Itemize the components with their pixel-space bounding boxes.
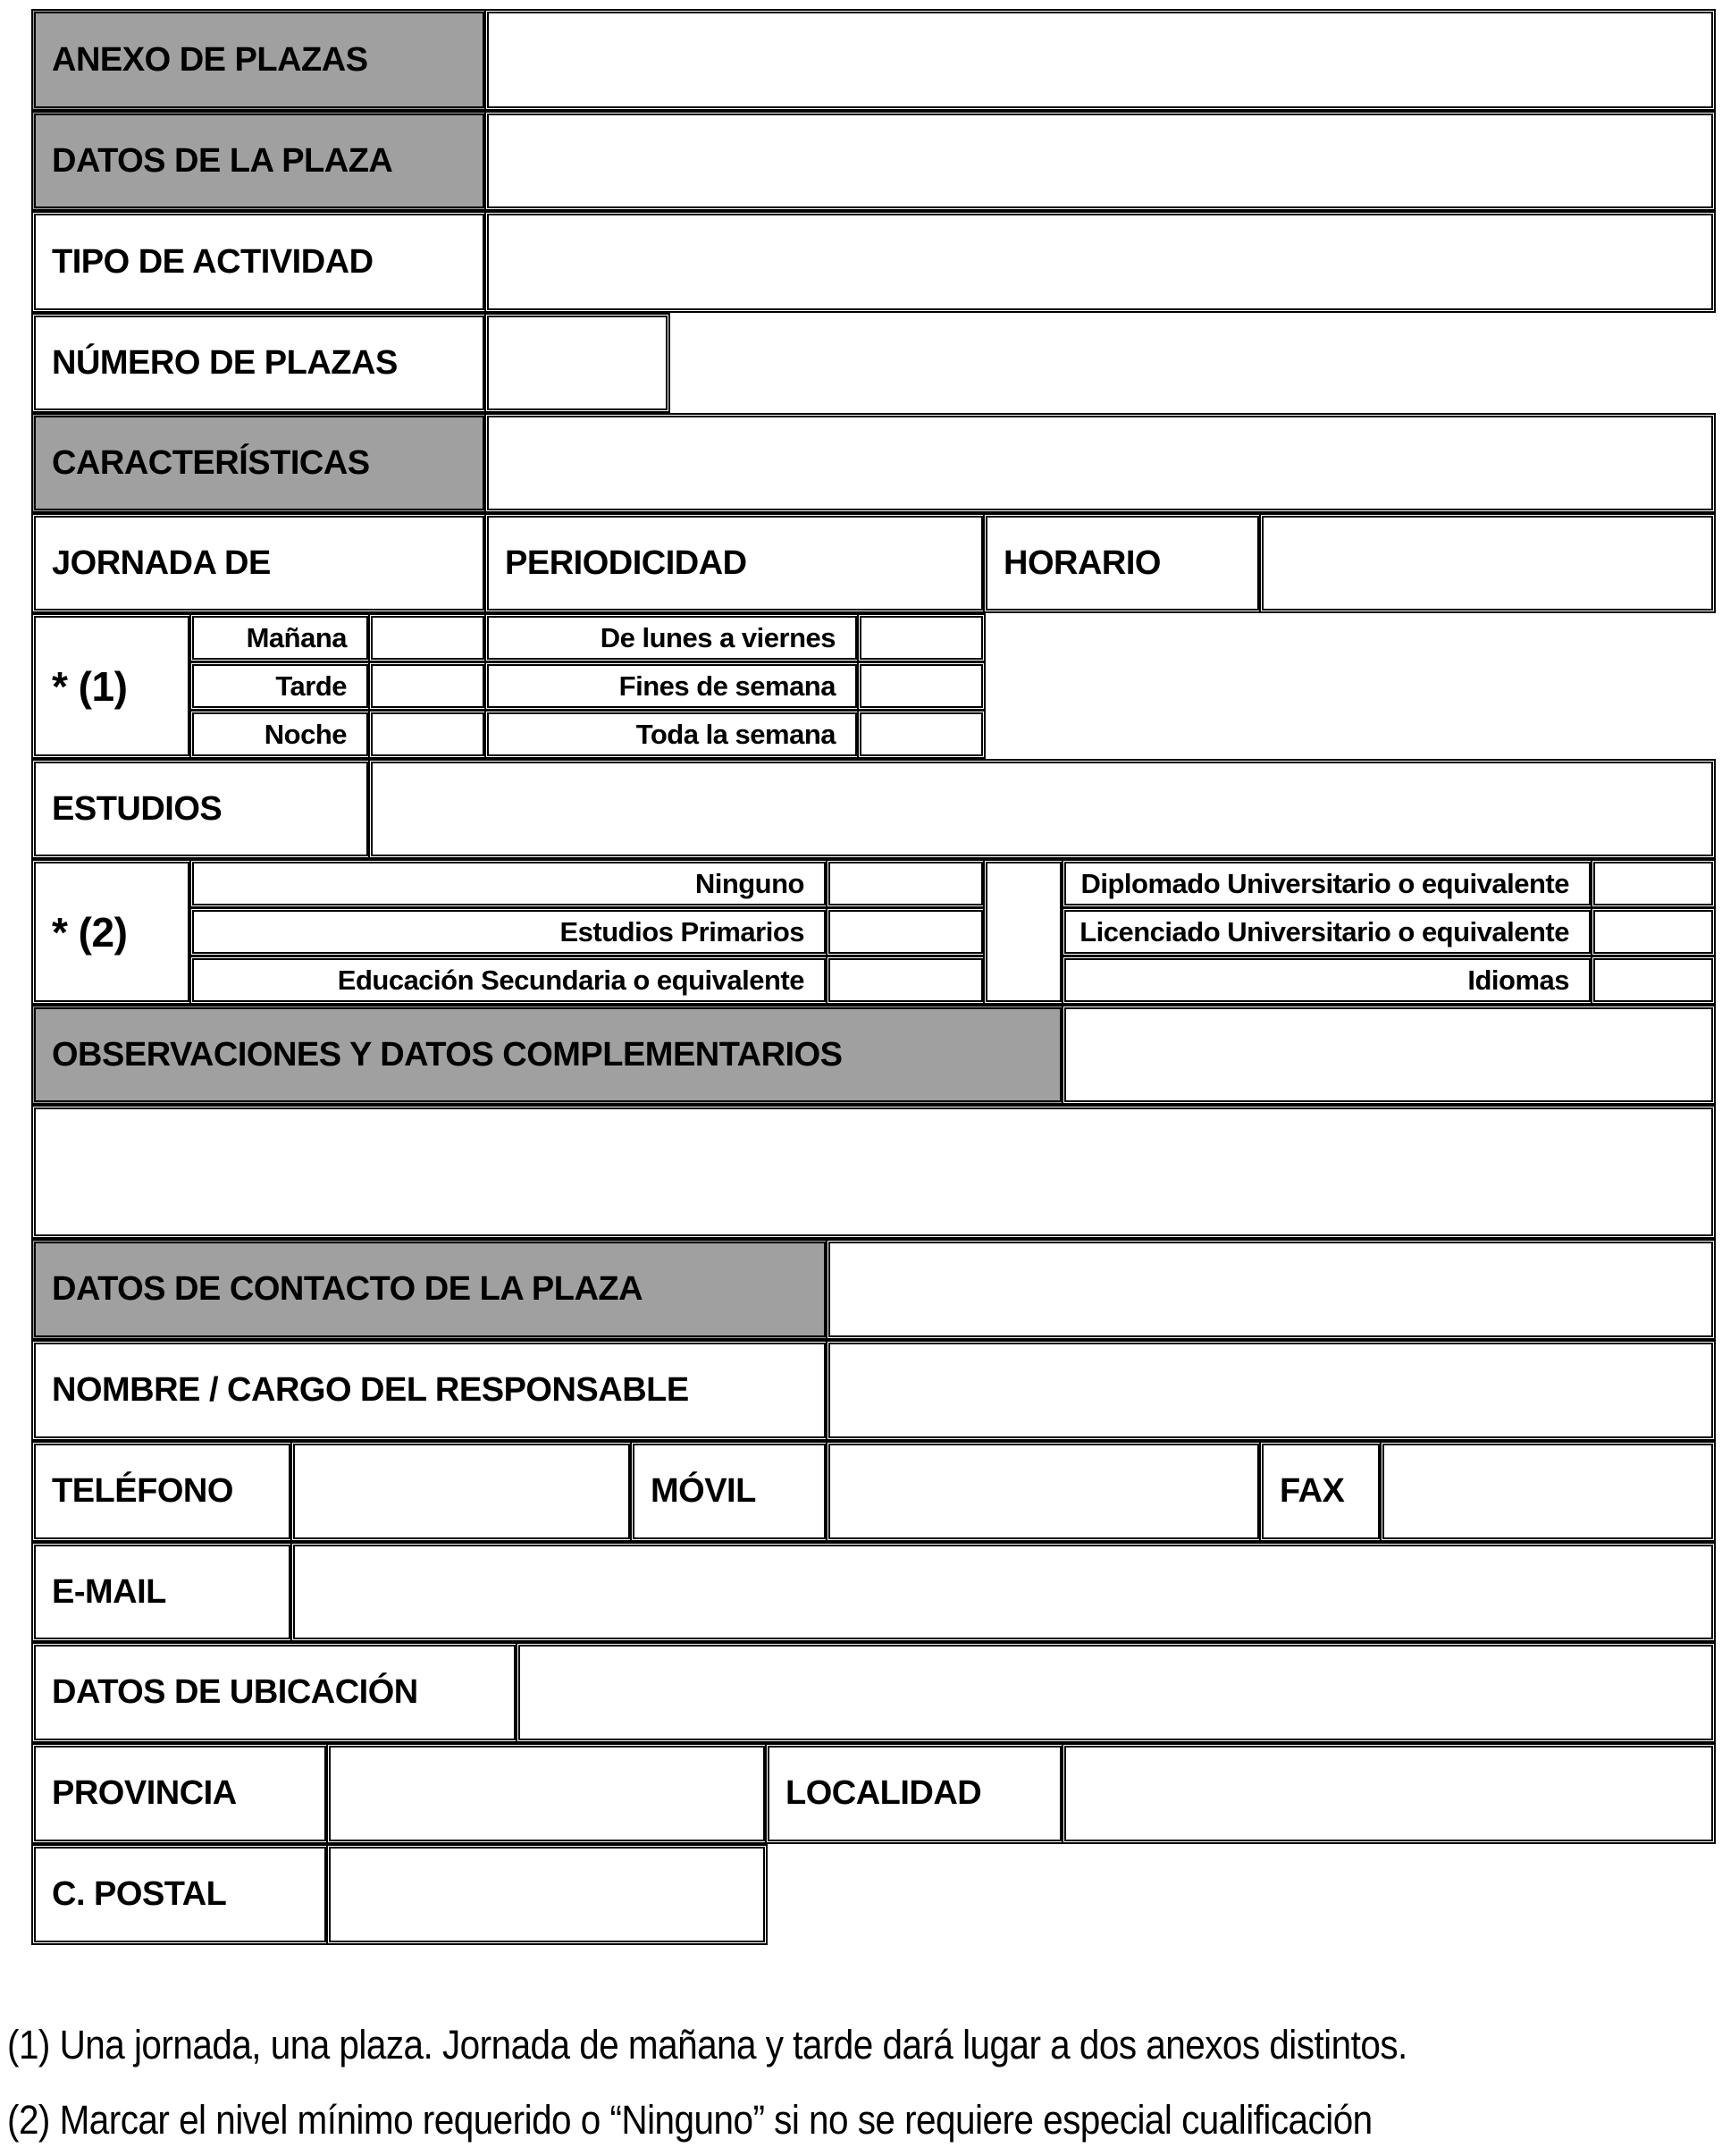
email-field[interactable] — [290, 1542, 1716, 1642]
responsable-label: NOMBRE / CARGO DEL RESPONSABLE — [31, 1340, 828, 1441]
observaciones-field[interactable] — [31, 1105, 1716, 1239]
estudios-option-label: Diplomado Universitario o equivalente — [1062, 859, 1593, 908]
numero-plazas-field[interactable] — [484, 313, 670, 413]
tipo-actividad-label: TIPO DE ACTIVIDAD — [31, 211, 487, 313]
fax-label: FAX — [1259, 1441, 1382, 1542]
ubicacion-heading: DATOS DE UBICACIÓN — [31, 1642, 518, 1743]
provincia-field[interactable] — [326, 1743, 768, 1844]
telefono-label: TELÉFONO — [31, 1441, 293, 1542]
movil-field[interactable] — [826, 1441, 1262, 1542]
estudios-primarios-checkbox[interactable] — [826, 907, 986, 956]
observaciones-blank — [1062, 1005, 1716, 1105]
anexo-heading: ANEXO DE PLAZAS — [31, 9, 487, 111]
jornada-manana-checkbox[interactable] — [368, 613, 487, 662]
provincia-label: PROVINCIA — [31, 1743, 329, 1844]
periodicidad-option-label: Toda la semana — [484, 710, 860, 759]
responsable-field[interactable] — [826, 1340, 1716, 1441]
jornada-tarde-checkbox[interactable] — [368, 661, 487, 711]
estudios-option-label: Ninguno — [189, 859, 828, 908]
localidad-field[interactable] — [1062, 1743, 1716, 1844]
telefono-field[interactable] — [290, 1441, 633, 1542]
periodicidad-option-label: Fines de semana — [484, 661, 860, 711]
estudios-label: ESTUDIOS — [31, 759, 371, 859]
periodicidad-toda-semana-checkbox[interactable] — [857, 710, 986, 759]
estudios-option-label: Educación Secundaria o equivalente — [189, 956, 828, 1005]
ubicacion-field[interactable] — [516, 1642, 1716, 1743]
jornada-option-label: Tarde — [189, 661, 371, 711]
datos-plaza-heading: DATOS DE LA PLAZA — [31, 111, 487, 211]
email-label: E-MAIL — [31, 1542, 293, 1642]
footnote-2: (2) Marcar el nivel mínimo requerido o “Ninguno” si no se requiere especial cualificación — [7, 2097, 1373, 2143]
observaciones-heading: OBSERVACIONES Y DATOS COMPLEMENTARIOS — [31, 1005, 1064, 1105]
periodicidad-fines-semana-checkbox[interactable] — [857, 661, 986, 711]
fax-field[interactable] — [1380, 1441, 1716, 1542]
jornada-marker: * (1) — [31, 613, 192, 759]
estudios-diplomado-checkbox[interactable] — [1591, 859, 1716, 908]
localidad-label: LOCALIDAD — [765, 1743, 1064, 1844]
jornada-option-label: Noche — [189, 710, 371, 759]
jornada-noche-checkbox[interactable] — [368, 710, 487, 759]
estudios-ninguno-checkbox[interactable] — [826, 859, 986, 908]
tipo-actividad-field[interactable] — [484, 211, 1716, 313]
movil-label: MÓVIL — [630, 1441, 828, 1542]
numero-plazas-label: NÚMERO DE PLAZAS — [31, 313, 487, 413]
anexo-field[interactable] — [484, 9, 1716, 111]
estudios-field[interactable] — [368, 759, 1716, 859]
periodicidad-label: PERIODICIDAD — [484, 513, 986, 613]
estudios-option-label: Licenciado Universitario o equivalente — [1062, 907, 1593, 956]
contacto-blank — [826, 1239, 1716, 1340]
caracteristicas-blank — [484, 413, 1716, 513]
estudios-licenciado-checkbox[interactable] — [1591, 907, 1716, 956]
contacto-heading: DATOS DE CONTACTO DE LA PLAZA — [31, 1239, 828, 1340]
cpostal-label: C. POSTAL — [31, 1844, 329, 1945]
horario-field[interactable] — [1259, 513, 1716, 613]
estudios-spacer — [983, 859, 1064, 1005]
footnote-1: (1) Una jornada, una plaza. Jornada de mañana y tarde dará lugar a dos anexos distintos. — [7, 2022, 1407, 2068]
periodicidad-option-label: De lunes a viernes — [484, 613, 860, 662]
cpostal-field[interactable] — [326, 1844, 768, 1945]
jornada-label: JORNADA DE — [31, 513, 487, 613]
estudios-marker: * (2) — [31, 859, 192, 1005]
estudios-secundaria-checkbox[interactable] — [826, 956, 986, 1005]
periodicidad-lunes-viernes-checkbox[interactable] — [857, 613, 986, 662]
estudios-option-label: Idiomas — [1062, 956, 1593, 1005]
estudios-idiomas-checkbox[interactable] — [1591, 956, 1716, 1005]
jornada-option-label: Mañana — [189, 613, 371, 662]
caracteristicas-heading: CARACTERÍSTICAS — [31, 413, 487, 513]
datos-plaza-blank — [484, 111, 1716, 211]
horario-label: HORARIO — [983, 513, 1262, 613]
estudios-option-label: Estudios Primarios — [189, 907, 828, 956]
